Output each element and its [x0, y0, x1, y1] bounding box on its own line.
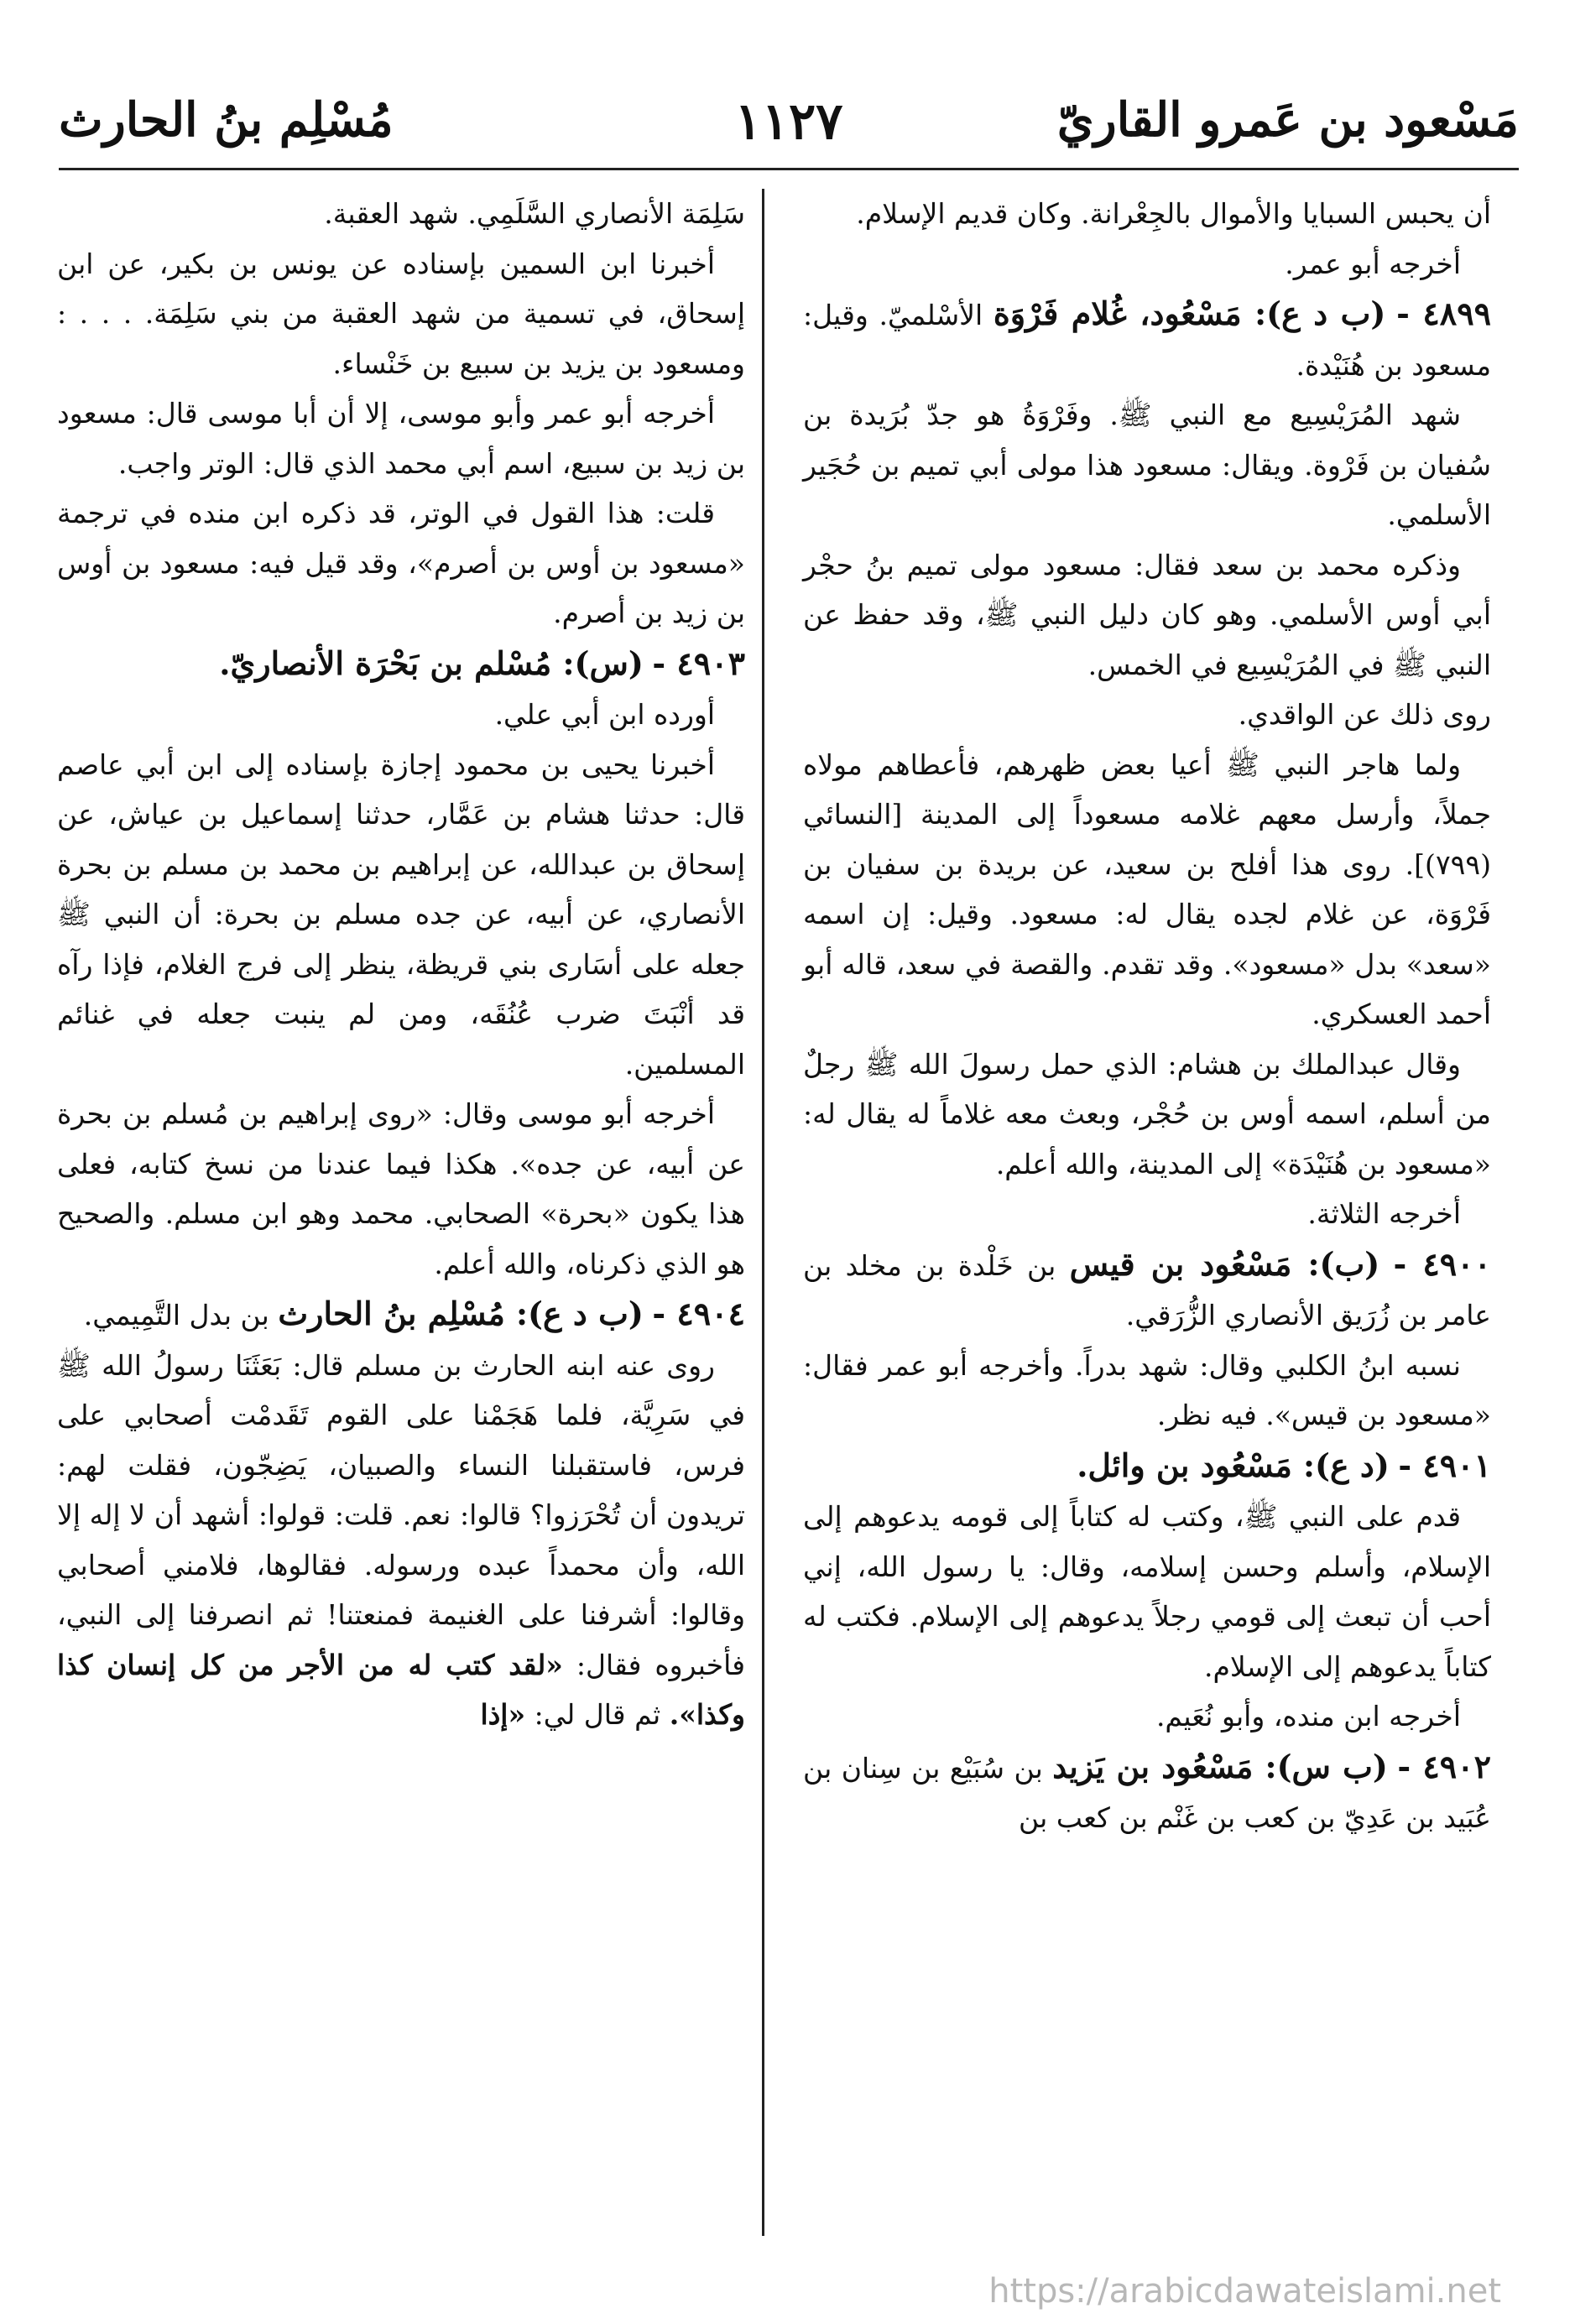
entry-4902 [803, 1742, 1491, 1843]
paragraph: سَلِمَة الأنصاري السَّلَمِي. شهد العقبة. [324, 197, 745, 230]
entry-4904 [57, 1289, 745, 1341]
paragraph: قلت: هذا القول في الوتر، قد ذكره ابن منده في ترجمة «مسعود بن أوس بن أصرم»، وقد قيل فيه: مسعود بن أوس بن زيد بن أصرم. [57, 497, 745, 629]
paragraph: أخرجه الثلاثة. [1307, 1197, 1461, 1230]
column-divider [762, 189, 764, 2236]
entry-heading: (ب): مَسْعُود بن قيس [1069, 1244, 1380, 1283]
entry-text: بن خَلْدة بن مخلد بن عامر بن زُرَيق الأنصاري الزُّرَقي. [803, 1248, 1491, 1331]
paragraph: أخبرنا يحيى بن محمود إجازة بإسناده إلى ابن أبي عاصم قال: حدثنا هشام بن عَمَّار، حدثنا إسماعيل بن عياش، عن إسحاق بن عبدالله، عن إبراهيم بن محمد بن مسلم بن بحرة الأنصاري، عن أبيه، عن جده مسلم بن بحرة: أن النبي ﷺ جعله على أسَارى بني قريظة، ينظر إلى فرج الغلام، فإذا رآه قد أنْبَتَ ضرب عُنُقَه، ومن لم ينبت جعله في غنائم المسلمين. [57, 748, 745, 1081]
entry-number: ٤٨٩٩ - [1396, 294, 1492, 332]
watermark-url: https://arabicdawateislami.net [988, 2272, 1501, 2311]
entry-4901 [803, 1441, 1491, 1493]
paragraph: أخبرنا ابن السمين بإسناده عن يونس بن بكير، عن ابن إسحاق، في تسمية من شهد العقبة من بني سَلِمَة. . . . : ومسعود بن يزيد بن سبيع بن خَنْساء. [57, 247, 745, 380]
entry-number: ٤٩٠٤ - [652, 1295, 745, 1332]
paragraph: وقال عبدالملك بن هشام: الذي حمل رسولَ الله ﷺ رجلٌ من أسلم، اسمه أوس بن حُجْر، وبعث معه غلاماً له يقال له: «مسعود بن هُنَيْدَة» إلى المدينة، والله أعلم. [803, 1047, 1491, 1180]
entry-4900 [803, 1239, 1491, 1341]
entry-heading: (س): مُسْلم بن بَحْرَة الأنصاريّ. [219, 644, 644, 682]
running-title-right: مَسْعود بن عَمرو القاريّ [1056, 92, 1519, 148]
entry-number: ٤٩٠٢ - [1397, 1747, 1491, 1785]
paragraph: أخرجه أبو موسى وقال: «روى إبراهيم بن مُسلم بن بحرة عن أبيه، عن جده». هكذا فيما عندنا من نسخ كتابه، فعلى هذا يكون «بحرة» الصحابي. محمد وهو ابن مسلم. والصحيح هو الذي ذكرناه، والله أعلم. [57, 1097, 745, 1280]
entry-4899 [803, 289, 1491, 390]
entry-text: بن سُبَيْع بن سِنان بن عُبَيد بن عَدِيّ بن كعب بن غَنْم بن كعب بن [803, 1751, 1491, 1834]
entry-heading: (ب د ع): مُسْلِم بنُ الحارث [278, 1295, 644, 1332]
text-run: روى عنه ابنه الحارث بن مسلم قال: بَعَثَنَا رسولُ الله ﷺ في سَرِيَّة، فلما هَجَمْنا على القوم تَقَدمْت أصحابي على فرس، فاستقبلنا النساء والصبيان، يَضِجّون، فقلت لهم: تريدون أن تُحْرَزوا؟ قالوا: نعم. قلت: قولوا: أشهد أن لا إله إلا الله، وأن محمداً عبده ورسوله. فقالوها، فلامني أصحابي وقالوا: أشرفنا على الغنيمة فمنعتنا! ثم انصرفنا إلى النبي، فأخبروه فقال: [57, 1348, 745, 1681]
entry-number: ٤٩٠٣ - [652, 644, 745, 682]
text-run: ثم قال لي: [534, 1698, 661, 1731]
paragraph: ولما هاجر النبي ﷺ أعيا بعض ظهرهم، فأعطاهم مولاه جملاً، وأرسل معهم غلامه مسعوداً إلى المدينة [النسائي (٧٩٩)]. روى هذا أفلح بن سعيد، عن بريدة بن سفيان بن فَرْوَة، عن غلام لجده يقال له: مسعود. وقيل: إن اسمه «سعد» بدل «مسعود». وقد تقدم. والقصة في سعد، قاله أبو أحمد العسكري. [803, 748, 1491, 1030]
page-number: ١١٢٧ [734, 92, 843, 151]
entry-text: بن بدل التَّمِيمي. [83, 1299, 269, 1331]
left-column [57, 189, 745, 1740]
paragraph: أخرجه ابن منده، وأبو نُعَيم. [1155, 1700, 1461, 1733]
header-rule [59, 168, 1519, 170]
entry-heading: (ب د ع): مَسْعُود، غُلام فَرْوَة [993, 294, 1386, 332]
paragraph [57, 1341, 745, 1740]
entry-heading: (ب س): مَسْعُود بن يَزيد [1052, 1747, 1388, 1785]
paragraph: أخرجه أبو عمر وأبو موسى، إلا أن أبا موسى قال: مسعود بن زيد بن سبيع، اسم أبي محمد الذي قال: الوتر واجب. [57, 397, 745, 480]
paragraph: أورده ابن أبي علي. [494, 698, 715, 731]
paragraph: روى ذلك عن الواقدي. [1238, 698, 1491, 731]
paragraph: شهد المُرَيْسِيع مع النبي ﷺ. وفَرْوَةُ هو جدّ بُرَيدة بن سُفيان بن فَرْوة. ويقال: مسعود هذا مولى أبي تميم بن حُجَير الأسلمي. [803, 399, 1491, 531]
paragraph: قدم على النبي ﷺ، وكتب له كتاباً إلى قومه يدعوهم إلى الإسلام، وأسلم وحسن إسلامه، وقال: يا رسول الله، إني أحب أن تبعث إلى قومي رجلاً يدعوهم إلى الإسلام. فكتب له كتاباً يدعوهم إلى الإسلام. [803, 1500, 1491, 1683]
paragraph: وذكره محمد بن سعد فقال: مسعود مولى تميم بنُ حجْر أبي أوس الأسلمي. وهو كان دليل النبي ﷺ، وقد حفظ عن النبي ﷺ في المُرَيْسِيع في الخمس. [803, 548, 1491, 681]
entry-text: الأسْلميّ. وقيل: مسعود بن هُنَيْدة. [803, 299, 1491, 382]
paragraph: أخرجه أبو عمر. [1285, 247, 1461, 280]
page-header [59, 84, 1519, 164]
quote-bold: «لقد كتب له من الأجر من كل إنسان كذا وكذا». [57, 1648, 745, 1731]
entry-number: ٤٩٠١ - [1398, 1446, 1491, 1484]
entry-number: ٤٩٠٠ - [1393, 1244, 1491, 1283]
paragraph: نسبه ابنُ الكلبي وقال: شهد بدراً. وأخرجه أبو عمر فقال: «مسعود بن قيس». فيه نظر. [803, 1348, 1491, 1431]
running-title-left: مُسْلِم بنُ الحارث [59, 92, 394, 148]
right-column [803, 189, 1491, 1843]
entry-4903 [57, 638, 745, 690]
paragraph: أن يحبس السبايا والأموال بالجِعْرانة. وكان قديم الإسلام. [856, 197, 1491, 230]
entry-heading: (د ع): مَسْعُود بن وائل. [1077, 1446, 1390, 1484]
quote-bold: «إذا [480, 1698, 526, 1731]
